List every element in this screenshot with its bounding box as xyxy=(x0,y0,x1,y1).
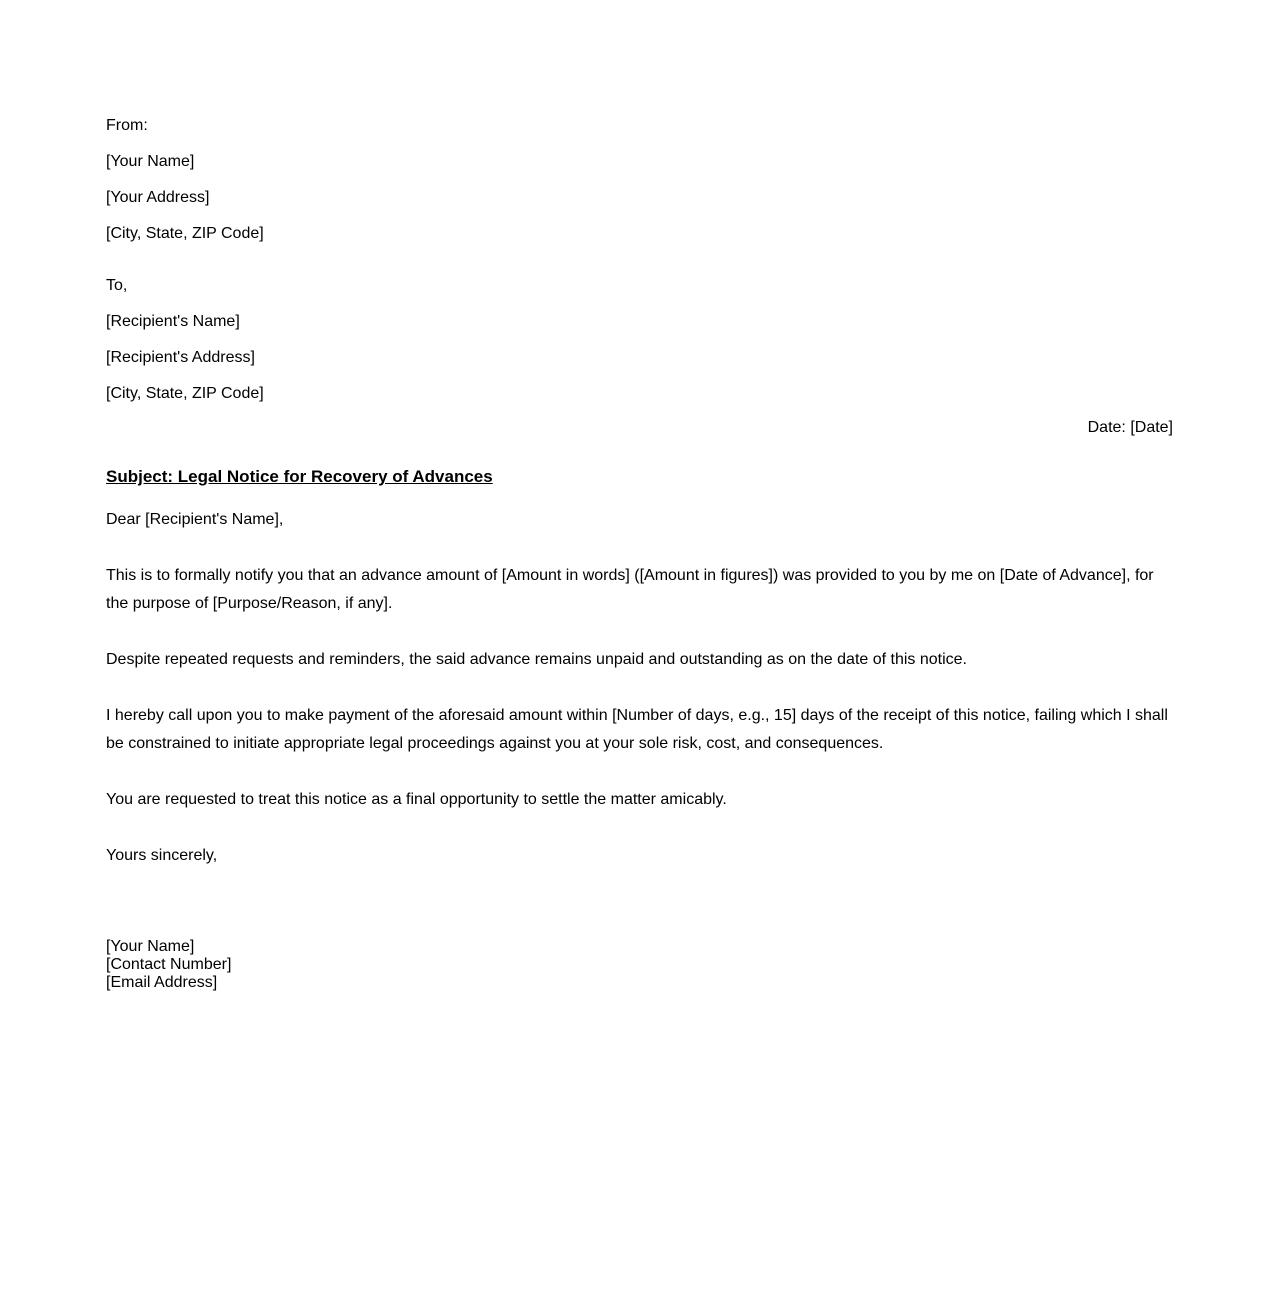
salutation: Dear [Recipient's Name], xyxy=(106,511,284,528)
sender-address: [Your Address] xyxy=(106,189,210,206)
sender-city-state-zip: [City, State, ZIP Code] xyxy=(106,225,264,242)
closing: Yours sincerely, xyxy=(106,847,218,864)
body-paragraph-4: You are requested to treat this notice as a final opportunity to settle the matter amicably. xyxy=(106,791,727,808)
signature-email: [Email Address] xyxy=(106,974,218,991)
body-paragraph-3: I hereby call upon you to make payment of the aforesaid amount within [Number of days, e.g., 15] days of the receipt of this notice, failing which I shall be constrained to initiate appropriate legal proceedings against you at your sole risk, cost, and consequences. xyxy=(106,707,1168,752)
signature-name: [Your Name] xyxy=(106,938,195,955)
recipient-name: [Recipient's Name] xyxy=(106,313,240,330)
sender-name: [Your Name] xyxy=(106,153,195,170)
recipient-address: [Recipient's Address] xyxy=(106,349,255,366)
signature-contact: [Contact Number] xyxy=(106,956,232,973)
letter-date: Date: [Date] xyxy=(1087,419,1173,436)
signature-block xyxy=(106,938,231,992)
recipient-label: To, xyxy=(106,277,128,294)
body-paragraph-1: This is to formally notify you that an advance amount of [Amount in words] ([Amount in figures]) was provided to you by me on [Date of Advance], for the purpose of [Purpose/Reason, if any]. xyxy=(106,567,1154,612)
subject-line: Subject: Legal Notice for Recovery of Advances xyxy=(106,467,493,486)
sender-label: From: xyxy=(106,117,148,134)
recipient-city-state-zip: [City, State, ZIP Code] xyxy=(106,385,264,402)
body-paragraph-2: Despite repeated requests and reminders, the said advance remains unpaid and outstanding as on the date of this notice. xyxy=(106,651,967,668)
